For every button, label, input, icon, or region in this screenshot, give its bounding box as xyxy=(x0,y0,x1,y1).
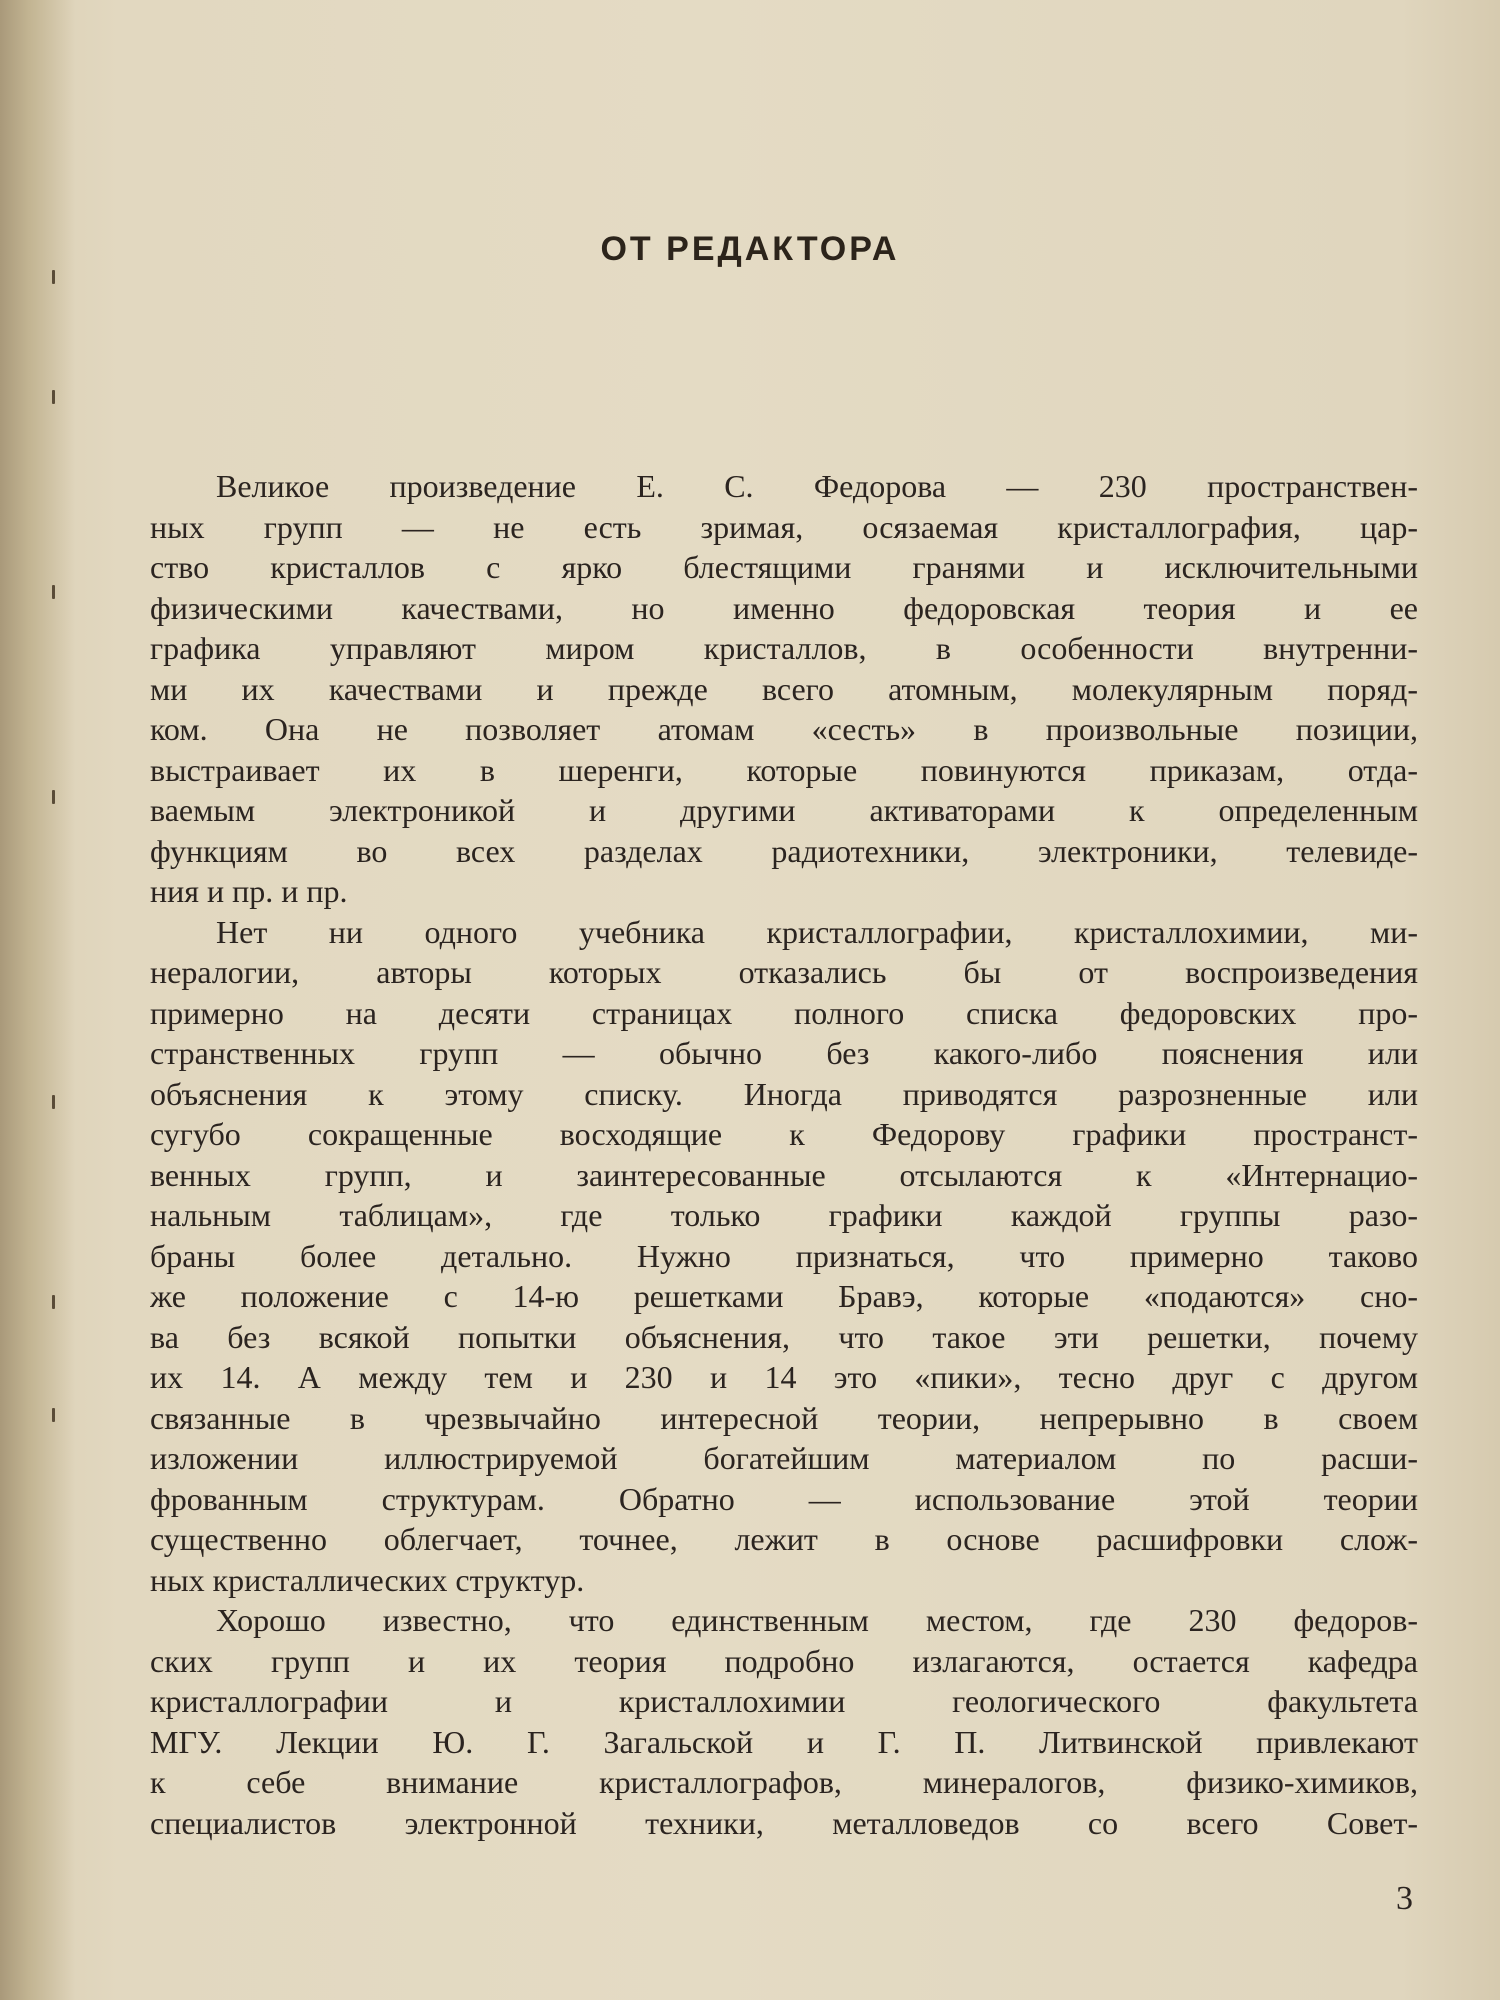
text-line: выстраивает их в шеренги, которые повинуются приказам, отда- xyxy=(150,751,1418,788)
binding-stitch xyxy=(52,585,55,599)
text-line: нералогии, авторы которых отказались бы от воспроизведения xyxy=(150,954,1418,990)
paragraph-1 xyxy=(150,466,1418,912)
binding-stitch xyxy=(52,390,55,404)
text-line: ми их качествами и прежде всего атомным, молекулярным поряд- xyxy=(150,670,1418,707)
text-line: ство кристаллов с ярко блестящими гранями и исключительными xyxy=(150,549,1418,585)
text-line: Великое произведение Е. С. Федорова — 230 пространствен- xyxy=(216,468,1418,504)
text-line: Нет ни одного учебника кристаллографии, кристаллохимии, ми- xyxy=(216,913,1418,950)
text-line: к себе внимание кристаллографов, минералогов, физико-химиков, xyxy=(150,1764,1418,1800)
text-line: сугубо сокращенные восходящие к Федорову графики пространст- xyxy=(150,1116,1418,1152)
text-line: кристаллографии и кристаллохимии геологического факультета xyxy=(150,1683,1418,1719)
text-line: ных кристаллических структур. xyxy=(150,1561,585,1598)
text-line: связанные в чрезвычайно интересной теории, непрерывно в своем xyxy=(150,1399,1418,1436)
page-title: ОТ РЕДАКТОРА xyxy=(600,230,900,268)
body-text xyxy=(150,466,1418,1843)
text-line: графика управляют миром кристаллов, в особенности внутренни- xyxy=(150,630,1418,666)
text-line: примерно на десяти страницах полного списка федоровских про- xyxy=(150,994,1418,1031)
text-line: специалистов электронной техники, металловедов со всего Совет- xyxy=(150,1804,1418,1841)
text-line: ния и пр. и пр. xyxy=(150,873,348,909)
text-line: ком. Она не позволяет атомам «сесть» в произвольные позиции, xyxy=(150,711,1418,747)
text-line: нальным таблицам», где только графики каждой группы разо- xyxy=(150,1197,1418,1233)
binding-stitch xyxy=(52,1095,55,1109)
text-line: физическими качествами, но именно федоровская теория и ее xyxy=(150,589,1418,626)
text-line: существенно облегчает, точнее, лежит в основе расшифровки слож- xyxy=(150,1521,1418,1557)
page-number: 3 xyxy=(1396,1880,1413,1917)
text-line: МГУ. Лекции Ю. Г. Загальской и Г. П. Литвинской привлекают xyxy=(150,1723,1418,1760)
binding-stitch xyxy=(52,1295,55,1309)
text-line: изложении иллюстрируемой богатейшим материалом по расши- xyxy=(150,1440,1418,1476)
text-line: браны более детально. Нужно признаться, что примерно таково xyxy=(150,1237,1418,1274)
paragraph-2 xyxy=(150,912,1418,1601)
text-line: ваемым электроникой и другими активаторами к определенным xyxy=(150,792,1418,828)
binding-stitch xyxy=(52,270,55,284)
text-line: же положение с 14-ю решетками Бравэ, которые «подаются» сно- xyxy=(150,1278,1418,1314)
text-line: объяснения к этому списку. Иногда приводятся разрозненные или xyxy=(150,1075,1418,1112)
binding-stitch xyxy=(52,1408,55,1422)
text-line: их 14. А между тем и 230 и 14 это «пики», тесно друг с другом xyxy=(150,1359,1418,1395)
text-line: ва без всякой попытки объяснения, что такое эти решетки, почему xyxy=(150,1318,1418,1355)
text-line: фрованным структурам. Обратно — использование этой теории xyxy=(150,1480,1418,1517)
paragraph-3 xyxy=(150,1600,1418,1843)
text-line: ных групп — не есть зримая, осязаемая кристаллография, цар- xyxy=(150,508,1418,545)
text-line: странственных групп — обычно без какого-либо пояснения или xyxy=(150,1035,1418,1071)
text-line: ских групп и их теория подробно излагаются, остается кафедра xyxy=(150,1642,1418,1679)
spine-shadow xyxy=(0,0,75,2000)
text-line: функциям во всех разделах радиотехники, электроники, телевиде- xyxy=(150,832,1418,869)
text-line: Хорошо известно, что единственным местом, где 230 федоров- xyxy=(216,1602,1418,1638)
binding-stitch xyxy=(52,790,55,804)
text-line: венных групп, и заинтересованные отсылаются к «Интернацио- xyxy=(150,1156,1418,1193)
